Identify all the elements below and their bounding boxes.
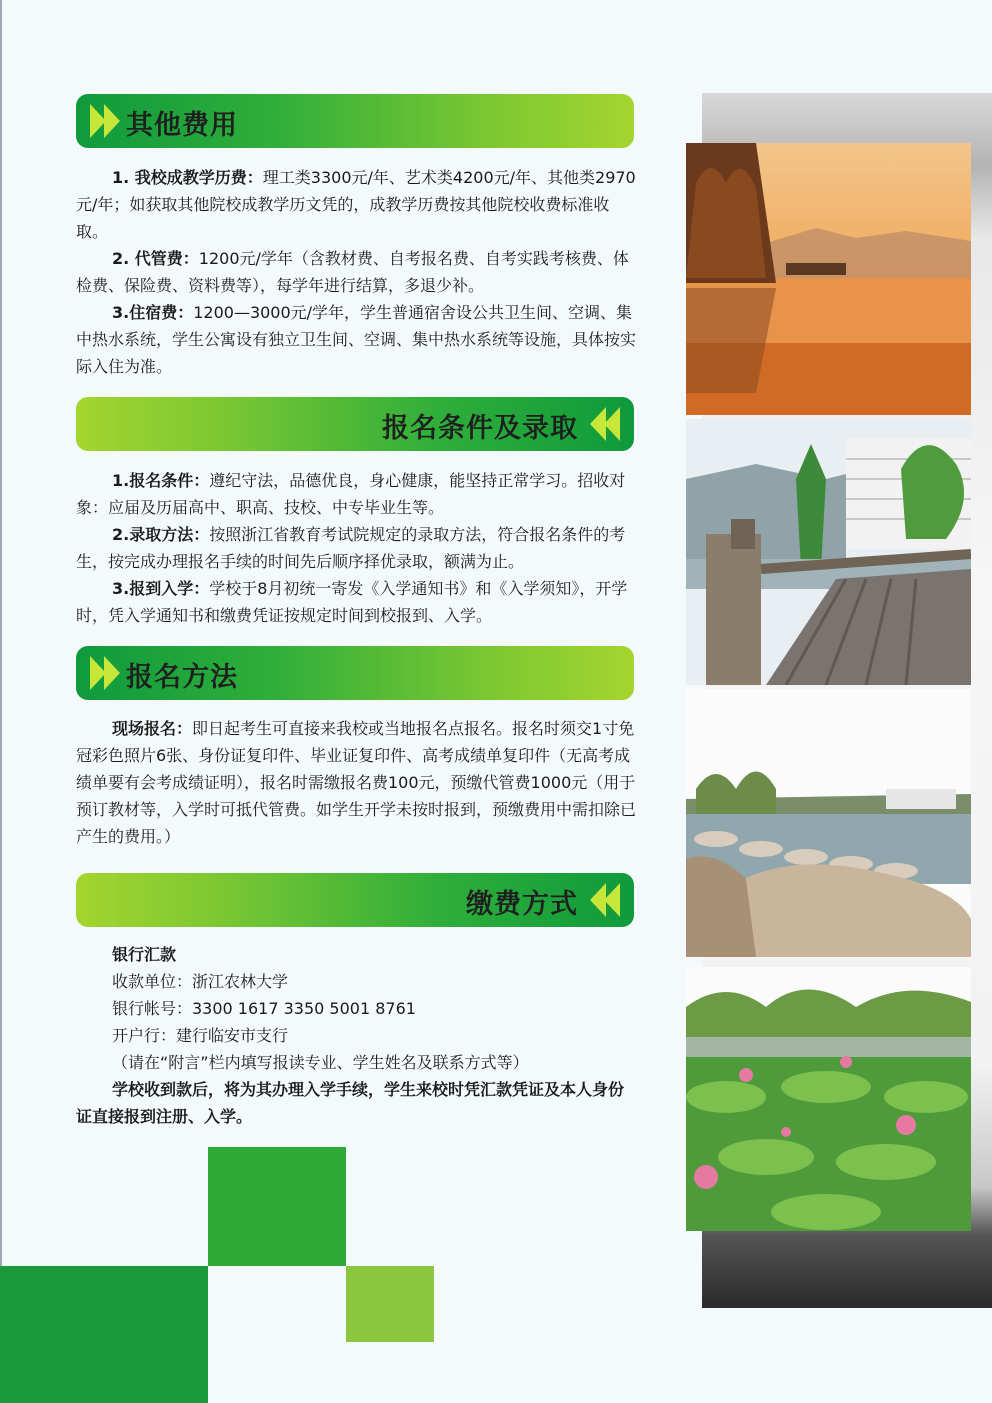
section-header-payment <box>76 873 634 927</box>
section-title: 报名方法 <box>126 662 238 693</box>
decorative-square <box>208 1147 346 1266</box>
section-header-admission <box>76 397 634 451</box>
section-header-other-fees <box>76 94 634 148</box>
paragraph: 1. 我校成教学历费：理工类3300元/年、艺术类4200元/年、其他类2970元/年；如获取其他院校成教学历文凭的，成教学历费按其他院校收费标准收取。 <box>76 168 636 241</box>
decorative-square <box>346 1266 434 1342</box>
wooden-boardwalk-photo <box>686 419 971 685</box>
section-title: 其他费用 <box>126 110 238 141</box>
autumn-lake-photo <box>686 143 971 415</box>
paragraph: 2. 代管费：1200元/学年（含教材费、自考报名费、自考实践考核费、体检费、保险费、资料费等），每学年进行结算，多退少补。 <box>76 249 629 295</box>
double-chevron-left-icon <box>586 881 622 919</box>
section-title: 报名条件及录取 <box>382 413 578 444</box>
decorative-square <box>0 1266 208 1403</box>
admission-body <box>76 467 636 629</box>
page-border <box>0 0 2 1403</box>
paragraph: 2.录取方法：按照浙江省教育考试院规定的录取方法，符合报名条件的考生，按完成办理报名手续的时间先后顺序择优录取，额满为止。 <box>76 525 626 571</box>
double-chevron-right-icon <box>88 654 124 692</box>
double-chevron-left-icon <box>586 405 622 443</box>
payment-body <box>76 941 636 1130</box>
other-fees-body <box>76 164 636 380</box>
paragraph: 1.报名条件：遵纪守法，品德优良，身心健康，能坚持正常学习。招收对象：应届及历届高中、职高、技校、中专毕业生等。 <box>76 471 626 517</box>
lotus-pond-photo <box>686 967 971 1231</box>
stepping-stones-photo <box>686 689 971 957</box>
paragraph: 3.报到入学：学校于8月初统一寄发《入学通知书》和《入学须知》，开学时，凭入学通知书和缴费凭证按规定时间到校报到、入学。 <box>76 579 628 625</box>
bank-branch: 开户行：建行临安市支行 <box>112 1026 289 1045</box>
section-header-registration <box>76 646 634 700</box>
paragraph: 3.住宿费：1200—3000元/学年，学生普通宿舍设公共卫生间、空调、集中热水系统，学生公寓设有独立卫生间、空调、集中热水系统等设施，具体按实际入住为准。 <box>76 303 637 376</box>
payment-closing: 学校收到款后，将为其办理入学手续，学生来校时凭汇款凭证及本人身份证直接报到注册、入学。 <box>76 1080 625 1126</box>
registration-body <box>76 715 636 850</box>
payment-note: （请在“附言”栏内填写报读专业、学生姓名及联系方式等） <box>112 1053 529 1072</box>
section-title: 缴费方式 <box>466 889 578 920</box>
bank-account: 银行帐号：3300 1617 3350 5001 8761 <box>112 999 416 1018</box>
payee: 收款单位：浙江农林大学 <box>112 972 289 991</box>
double-chevron-right-icon <box>88 102 124 140</box>
payment-method: 银行汇款 <box>112 945 177 964</box>
paragraph: 现场报名：即日起考生可直接来我校或当地报名点报名。报名时须交1寸免冠彩色照片6张、身份证复印件、毕业证复印件、高考成绩单复印件（无高考成绩单要有会考成绩证明），报名时需缴报名费100元，预缴代管费1000元（用于预订教材等，入学时可抵代管费。如学生开学未按时报到，预缴费用中需扣除已产生的费用。） <box>76 719 637 846</box>
